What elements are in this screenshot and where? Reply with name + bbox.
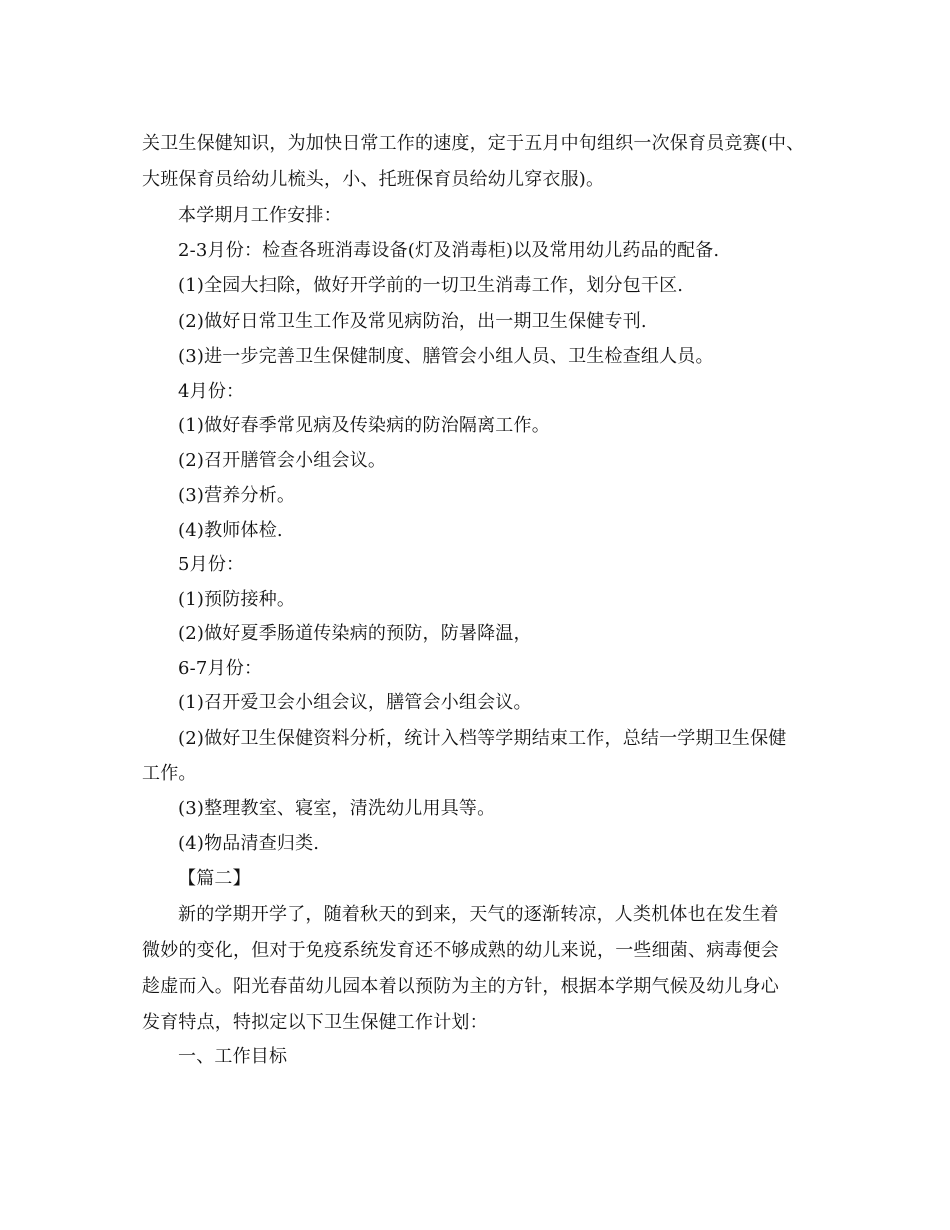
text-line: (3)整理教室、寝室，清洗幼儿用具等。 [178, 798, 496, 819]
text-line: 4月份： [178, 381, 245, 402]
text-line: (1)全园大扫除，做好开学前的一切卫生消毒工作，划分包干区. [178, 275, 684, 296]
text-line: 微妙的变化，但对于免疫系统发育还不够成熟的幼儿来说，一些细菌、病毒便会 [142, 940, 779, 961]
text-line: (2)做好日常卫生工作及常见病防治，出一期卫生保健专刊. [178, 311, 647, 332]
text-line: (2)做好夏季肠道传染病的预防，防暑降温， [178, 623, 532, 644]
section-heading: 一、工作目标 [178, 1046, 288, 1067]
text-line: 趁虚而入。阳光春苗幼儿园本着以预防为主的方针，根据本学期气候及幼儿身心 [142, 976, 779, 997]
text-line: 5月份： [178, 554, 245, 575]
text-line: 6-7月份： [178, 658, 263, 679]
text-line: (4)物品清查归类. [178, 833, 320, 854]
text-line: 发育特点，特拟定以下卫生保健工作计划： [142, 1012, 488, 1033]
text-line: 关卫生保健知识，为加快日常工作的速度，定于五月中旬组织一次保育员竞赛(中、 [142, 133, 805, 154]
text-line: 新的学期开学了，随着秋天的到来，天气的逐渐转凉，人类机体也在发生着 [178, 904, 779, 925]
text-line: (3)进一步完善卫生保健制度、膳管会小组人员、卫生检查组人员。 [178, 346, 714, 367]
text-line: (1)做好春季常见病及传染病的防治隔离工作。 [178, 415, 550, 436]
text-line: 工作。 [142, 763, 197, 784]
text-line: (3)营养分析。 [178, 485, 296, 506]
text-line: 2-3月份：检查各班消毒设备(灯及消毒柜)以及常用幼儿药品的配备. [178, 240, 720, 261]
text-line: (2)召开膳管会小组会议。 [178, 450, 387, 471]
text-line: 大班保育员给幼儿梳头，小、托班保育员给幼儿穿衣服)。 [142, 169, 605, 190]
text-line: 本学期月工作安排： [178, 205, 342, 226]
text-line: (1)预防接种。 [178, 589, 296, 610]
section-heading: 【篇二】 [178, 868, 251, 889]
text-line: (2)做好卫生保健资料分析，统计入档等学期结束工作，总结一学期卫生保健 [178, 728, 787, 749]
text-line: (4)教师体检. [178, 520, 283, 541]
text-line: (1)召开爱卫会小组会议，膳管会小组会议。 [178, 692, 532, 713]
